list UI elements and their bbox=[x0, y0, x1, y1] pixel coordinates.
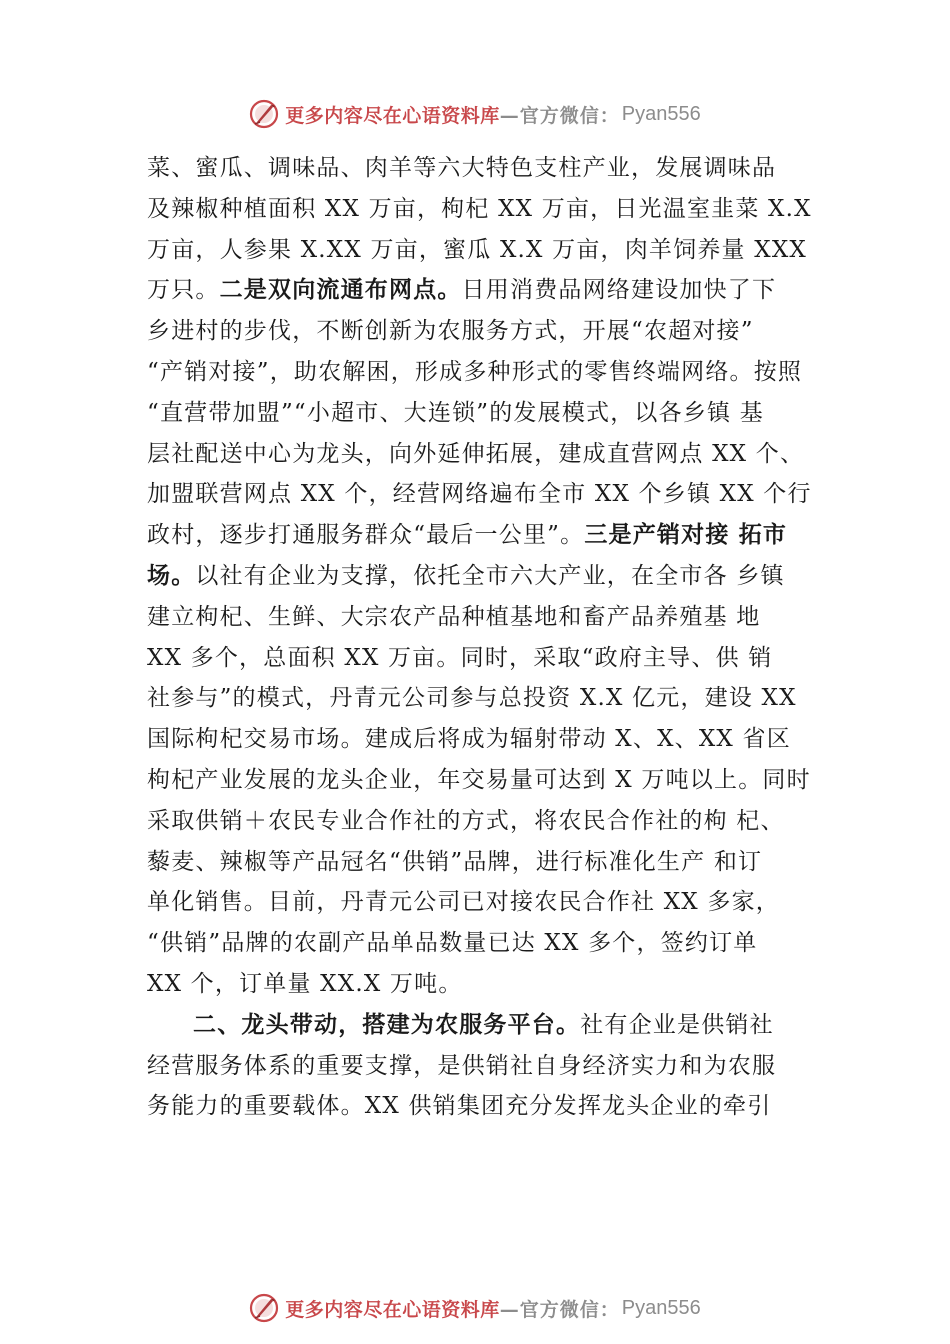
quill-seal-logo-icon bbox=[249, 1293, 279, 1323]
watermark-account: Pyan556 bbox=[621, 1296, 701, 1319]
footer-watermark bbox=[0, 1288, 950, 1328]
body-line: 及辣椒种植面积 XX 万亩，枸杞 XX 万亩，日光温室韭菜 X.X bbox=[147, 195, 812, 222]
body-line: “直营带加盟”“小超市、大连锁”的发展模式，以各乡镇 基 bbox=[147, 399, 764, 426]
body-line: 藜麦、辣椒等产品冠名“供销”品牌，进行标准化生产 和订 bbox=[147, 848, 763, 875]
body-line: XX 多个，总面积 XX 万亩。同时，采取“政府主导、供 销 bbox=[147, 644, 773, 671]
body-line: “供销”品牌的农副产品单品数量已达 XX 多个，签约订单 bbox=[147, 930, 758, 957]
body-line bbox=[147, 515, 827, 556]
body-line: 国际枸杞交易市场。建成后将成为辐射带动 X、X、XX 省区 bbox=[147, 726, 791, 753]
body-line: 层社配送中心为龙头，向外延伸拓展，建成直营网点 XX 个、 bbox=[147, 440, 805, 467]
body-line: 务能力的重要载体。XX 供销集团充分发挥龙头企业的牵引 bbox=[147, 1093, 772, 1120]
body-line bbox=[147, 270, 827, 311]
body-line bbox=[147, 556, 827, 597]
body-text: 日用消费品网络建设加快了下 bbox=[461, 277, 777, 304]
document-body bbox=[147, 148, 827, 1127]
body-line: “产销对接”，助农解困，形成多种形式的零售终端网络。按照 bbox=[147, 358, 803, 385]
body-text: 万只。 bbox=[147, 277, 220, 304]
body-line: 采取供销＋农民专业合作社的方式，将农民合作社的枸 杞、 bbox=[147, 807, 785, 834]
body-line: 社参与”的模式，丹青元公司参与总投资 X.X 亿元，建设 XX bbox=[147, 685, 797, 712]
bold-subheading: 三是产销对接 拓市 bbox=[584, 521, 788, 549]
watermark-account: Pyan556 bbox=[621, 102, 701, 125]
body-line: 建立枸杞、生鲜、大宗农产品种植基地和畜产品养殖基 地 bbox=[147, 603, 761, 630]
section-heading-line bbox=[147, 1005, 827, 1046]
bold-subheading: 二是双向流通布网点。 bbox=[219, 276, 462, 304]
body-line: XX 个，订单量 XX.X 万吨。 bbox=[147, 970, 463, 997]
body-text: 社有企业是供销社 bbox=[580, 1011, 774, 1038]
watermark-red-text: 更多内容尽在心语资料库 bbox=[285, 104, 500, 127]
body-text: 以社有企业为支撑，依托全市六大产业，在全市各 乡镇 bbox=[195, 562, 785, 589]
section-heading: 二、龙头带动，搭建为农服务平台。 bbox=[193, 1010, 581, 1038]
body-line: 万亩，人参果 X.XX 万亩，蜜瓜 X.X 万亩，肉羊饲养量 XXX bbox=[147, 236, 807, 263]
watermark-red-text: 更多内容尽在心语资料库 bbox=[285, 1298, 500, 1321]
quill-seal-logo-icon bbox=[249, 99, 279, 129]
header-watermark bbox=[0, 94, 950, 134]
body-line: 经营服务体系的重要支撑，是供销社自身经济实力和为农服 bbox=[147, 1052, 777, 1079]
body-line: 单化销售。目前，丹青元公司已对接农民合作社 XX 多家， bbox=[147, 889, 780, 916]
watermark-gray-text: —官方微信： bbox=[499, 1298, 620, 1321]
bold-subheading: 场。 bbox=[147, 561, 196, 589]
watermark-gray-text: —官方微信： bbox=[499, 104, 620, 127]
body-line: 枸杞产业发展的龙头企业，年交易量可达到 X 万吨以上。同时 bbox=[147, 766, 811, 793]
body-line: 乡进村的步伐，不断创新为农服务方式，开展“农超对接” bbox=[147, 318, 754, 345]
body-text: 政村，逐步打通服务群众“最后一公里”。 bbox=[147, 522, 585, 549]
body-line: 加盟联营网点 XX 个，经营网络遍布全市 XX 个乡镇 XX 个行 bbox=[147, 481, 812, 508]
body-line: 菜、蜜瓜、调味品、肉羊等六大特色支柱产业，发展调味品 bbox=[147, 155, 777, 181]
